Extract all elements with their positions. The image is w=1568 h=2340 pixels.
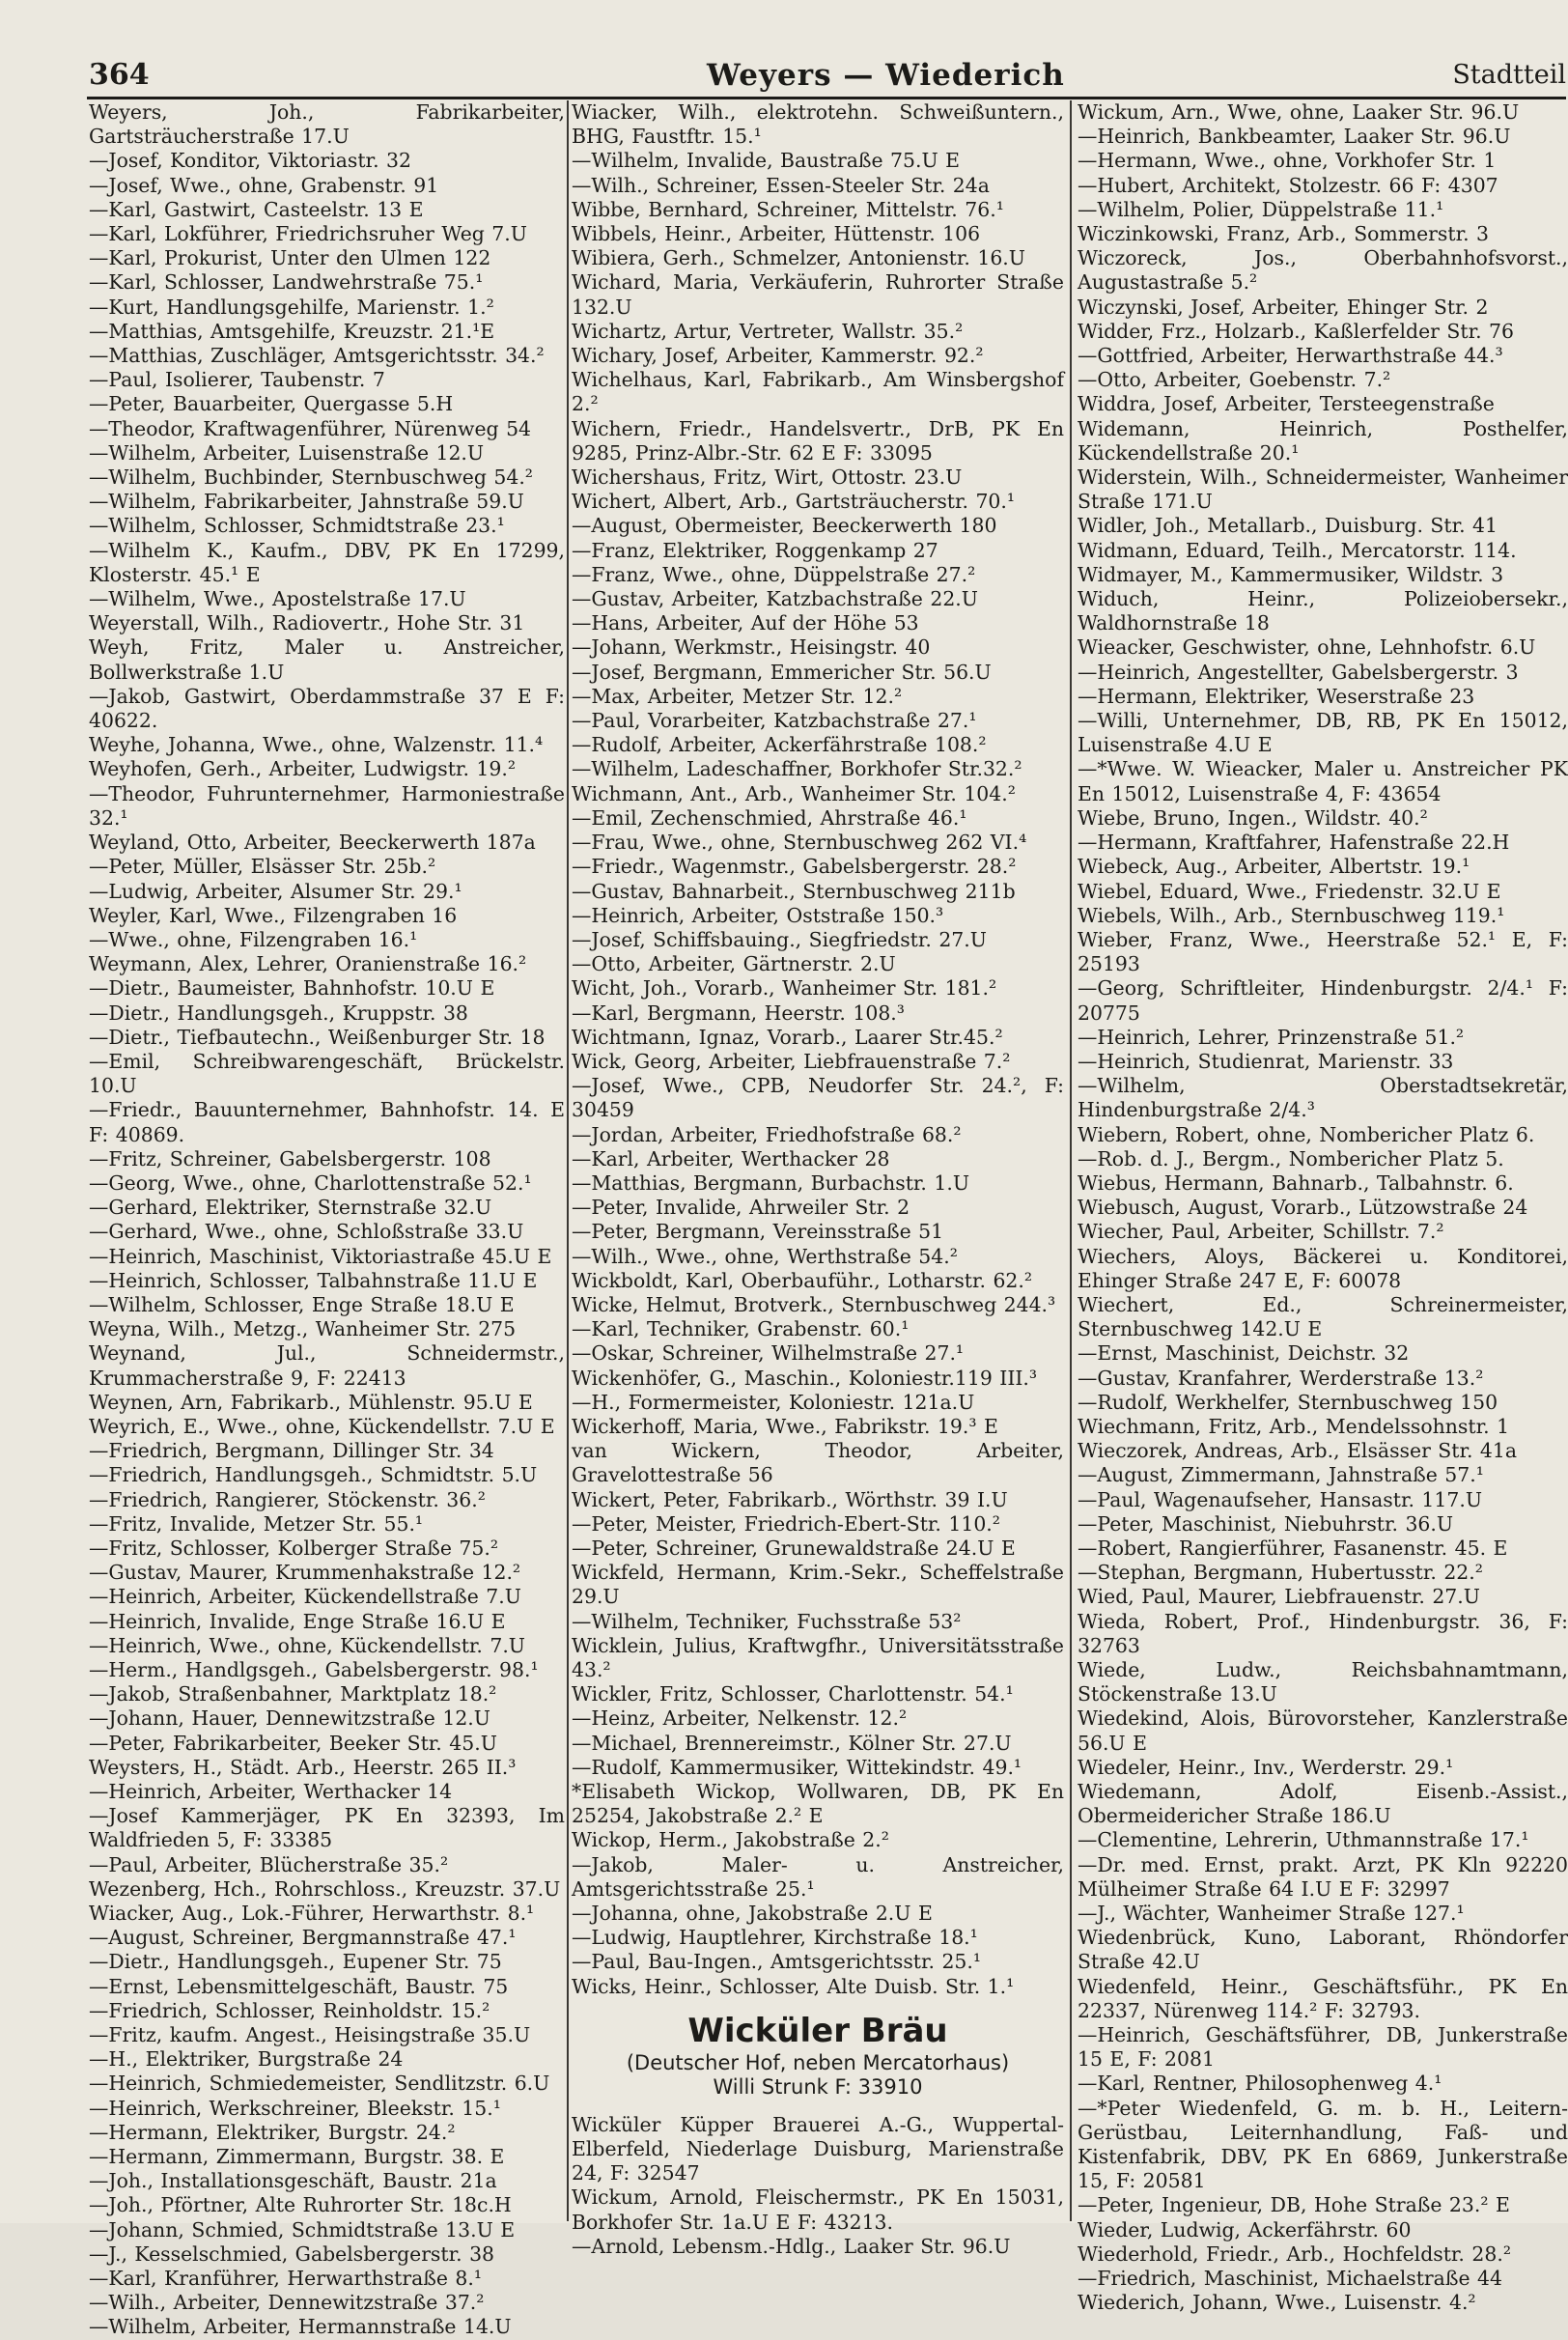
directory-entry: Wicks, Heinr., Schlosser, Alte Duisb. Str. 1.¹ — [572, 1974, 1015, 1998]
directory-entry: —Heinrich, Arbeiter, Werthacker 14 — [89, 1780, 453, 1804]
directory-entry: —Johann, Hauer, Dennewitzstraße 12.U — [89, 1706, 490, 1731]
directory-entry: —Heinrich, Bankbeamter, Laaker Str. 96.U — [1078, 125, 1511, 149]
header-rule — [87, 97, 1566, 99]
directory-entry: Wickop, Herm., Jakobstraße 2.² — [572, 1828, 889, 1852]
directory-entry: —Heinrich, Arbeiter, Kückendellstraße 7.U — [89, 1585, 521, 1609]
directory-entry: —Heinz, Arbeiter, Nelkenstr. 12.² — [572, 1706, 908, 1731]
directory-entry: —Theodor, Fuhrunternehmer, Harmoniestraße 32.¹ — [89, 781, 565, 830]
directory-entry: Wiederhold, Friedr., Arb., Hochfeldstr. 28.² — [1078, 2241, 1511, 2266]
directory-entry: van Wickern, Theodor, Arbeiter, Gravelottestraße 56 — [572, 1439, 1064, 1487]
directory-entry: Wiczoreck, Jos., Oberbahnhofsvorst., Augustastraße 5.² — [1078, 246, 1568, 295]
directory-entry: —J., Wächter, Wanheimer Straße 127.¹ — [1078, 1902, 1465, 1926]
directory-entry: Wiedeler, Heinr., Inv., Werderstr. 29.¹ — [1078, 1755, 1454, 1779]
directory-entry: Wicküler Küpper Brauerei A.-G., Wuppertal-Elberfeld, Niederlage Duisburg, Marienstraße 24, F: 32547 — [572, 2112, 1064, 2185]
directory-entry: —Rudolf, Arbeiter, Ackerfährstraße 108.² — [572, 733, 987, 757]
directory-entry: —Wilhelm, Fabrikarbeiter, Jahnstraße 59.U — [89, 490, 524, 514]
directory-entry: Wiebern, Robert, ohne, Nombericher Platz 6. — [1078, 1122, 1535, 1146]
directory-entry: *Elisabeth Wickop, Wollwaren, DB, PK En 25254, Jakobstraße 2.² E — [572, 1780, 1064, 1828]
directory-entry: Wichard, Maria, Verkäuferin, Ruhrorter Straße 132.U — [572, 270, 1064, 319]
directory-entry: Wichmann, Ant., Arb., Wanheimer Str. 104.² — [572, 781, 1016, 805]
directory-entry: —Heinrich, Schmiedemeister, Sendlitzstr. 6.U — [89, 2072, 550, 2096]
directory-entry: Wichary, Josef, Arbeiter, Kammerstr. 92.² — [572, 344, 984, 368]
directory-entry: Weyler, Karl, Wwe., Filzengraben 16 — [89, 903, 458, 927]
directory-entry: —Wilhelm K., Kaufm., DBV, PK En 17299, Klosterstr. 45.¹ E — [89, 538, 565, 586]
directory-entry: Wickum, Arnold, Fleischermstr., PK En 15031, Borkhofer Str. 1a.U E F: 43213. — [572, 2185, 1064, 2234]
directory-entry: Wiebusch, August, Vorarb., Lützowstraße 24 — [1078, 1196, 1528, 1220]
directory-entry: —Peter, Fabrikarbeiter, Beeker Str. 45.U — [89, 1731, 497, 1755]
directory-entry: —Gustav, Kranfahrer, Werderstraße 13.² — [1078, 1366, 1484, 1390]
directory-entry: Wiechers, Aloys, Bäckerei u. Konditorei, Ehinger Straße 247 E, F: 60078 — [1078, 1244, 1568, 1292]
directory-entry: —Rob. d. J., Bergm., Nombericher Platz 5. — [1078, 1146, 1504, 1170]
directory-entry: Weyerstall, Wilh., Radiovertr., Hohe Str. 31 — [89, 611, 525, 635]
directory-entry: Widmann, Eduard, Teilh., Mercatorstr. 114. — [1078, 538, 1517, 562]
directory-entry: Weyh, Fritz, Maler u. Anstreicher, Bollwerkstraße 1.U — [89, 635, 565, 684]
directory-entry: —Otto, Arbeiter, Gärtnerstr. 2.U — [572, 952, 896, 976]
directory-entry: Wickenhöfer, G., Maschin., Koloniestr.119 III.³ — [572, 1366, 1038, 1390]
directory-entry: Wichern, Friedr., Handelsvertr., DrB, PK En 9285, Prinz-Albr.-Str. 62 E F: 33095 — [572, 416, 1064, 465]
directory-entry: Wiechert, Ed., Schreinermeister, Sternbuschweg 142.U E — [1078, 1292, 1568, 1341]
directory-entry: —Matthias, Zuschläger, Amtsgerichtsstr. 34.² — [89, 344, 545, 368]
directory-entry: —Fritz, kaufm. Angest., Heisingstraße 35.U — [89, 2023, 531, 2047]
directory-entry: Wickboldt, Karl, Oberbauführ., Lotharstr. 62.² — [572, 1268, 1033, 1292]
directory-entry: Wicklein, Julius, Kraftwgfhr., Universitätsstraße 43.² — [572, 1633, 1064, 1681]
directory-entry: Weyrich, E., Wwe., ohne, Kückendellstr. 7.U E — [89, 1414, 555, 1438]
directory-entry: —Rudolf, Werkhelfer, Sternbuschweg 150 — [1078, 1390, 1498, 1414]
ad-contact: Willi Strunk F: 33910 — [713, 2074, 923, 2099]
directory-entry: —H., Elektriker, Burgstraße 24 — [89, 2047, 404, 2072]
directory-entry: —Wilhelm, Arbeiter, Hermannstraße 14.U — [89, 2315, 512, 2339]
column-3 — [1078, 100, 1568, 2315]
directory-entry: Wicht, Joh., Vorarb., Wanheimer Str. 181.² — [572, 976, 997, 1001]
directory-entry: Wiecher, Paul, Arbeiter, Schillstr. 7.² — [1078, 1220, 1444, 1244]
directory-entry: —Heinrich, Lehrer, Prinzenstraße 51.² — [1078, 1025, 1465, 1049]
directory-entry: Weyna, Wilh., Metzg., Wanheimer Str. 275 — [89, 1317, 517, 1341]
entry-list — [572, 100, 1064, 1999]
directory-entry: —H., Formermeister, Koloniestr. 121a.U — [572, 1390, 975, 1414]
directory-entry: Wiedekind, Alois, Bürovorsteher, Kanzlerstraße 56.U E — [1078, 1706, 1568, 1755]
directory-entry: Wiczynski, Josef, Arbeiter, Ehinger Str. 2 — [1078, 295, 1489, 319]
directory-entry: —Heinrich, Werkschreiner, Bleekstr. 15.¹ — [89, 2096, 501, 2120]
directory-entry: —Rudolf, Kammermusiker, Wittekindstr. 49.¹ — [572, 1755, 1022, 1779]
directory-entry: —Josef, Wwe., CPB, Neudorfer Str. 24.², F: 30459 — [572, 1074, 1064, 1122]
directory-entry: Wezenberg, Hch., Rohrschloss., Kreuzstr. 37.U — [89, 1876, 561, 1901]
directory-entry: —Ernst, Lebensmittelgeschäft, Baustr. 75 — [89, 1974, 509, 1998]
directory-entry: Weymann, Alex, Lehrer, Oranienstraße 16.² — [89, 952, 527, 976]
column-divider — [1070, 100, 1072, 2221]
directory-entry: —Friedrich, Schlosser, Reinholdstr. 15.² — [89, 1998, 490, 2022]
directory-entry: Wiedemann, Adolf, Eisenb.-Assist., Obermeidericher Straße 186.U — [1078, 1780, 1568, 1828]
directory-entry: —Joh., Installationsgeschäft, Baustr. 21a — [89, 2169, 497, 2193]
directory-entry: —Fritz, Invalide, Metzer Str. 55.¹ — [89, 1511, 424, 1536]
directory-entry: —Georg, Wwe., ohne, Charlottenstraße 52.¹ — [89, 1170, 532, 1195]
directory-entry: Wied, Paul, Maurer, Liebfrauenstr. 27.U — [1078, 1585, 1480, 1609]
directory-entry: Weyhofen, Gerh., Arbeiter, Ludwigstr. 19.² — [89, 757, 517, 781]
directory-entry: —Gerhard, Wwe., ohne, Schloßstraße 33.U — [89, 1220, 524, 1244]
directory-entry: —Karl, Gastwirt, Casteelstr. 13 E — [89, 197, 424, 221]
directory-entry: —Kurt, Handlungsgehilfe, Marienstr. 1.² — [89, 295, 494, 319]
page-title: Weyers — Wiederich — [707, 58, 1065, 93]
directory-entry: Wiacker, Aug., Lok.-Führer, Herwarthstr. 8.¹ — [89, 1902, 535, 1926]
directory-entry: —Karl, Rentner, Philosophenweg 4.¹ — [1078, 2072, 1442, 2096]
directory-entry: Wiczinkowski, Franz, Arb., Sommerstr. 3 — [1078, 222, 1490, 246]
directory-entry: —Wilhelm, Wwe., Apostelstraße 17.U — [89, 587, 466, 611]
entry-list — [1078, 100, 1568, 2315]
directory-entry: Widerstein, Wilh., Schneidermeister, Wanheimer Straße 171.U — [1078, 465, 1568, 514]
directory-entry: Weysters, H., Städt. Arb., Heerstr. 265 II.³ — [89, 1755, 517, 1779]
directory-entry: Wiebe, Bruno, Ingen., Wildstr. 40.² — [1078, 805, 1428, 830]
directory-entry: —Max, Arbeiter, Metzer Str. 12.² — [572, 684, 903, 708]
directory-entry: Weynen, Arn, Fabrikarb., Mühlenstr. 95.U E — [89, 1390, 533, 1414]
directory-entry: —Friedrich, Handlungsgeh., Schmidtstr. 5.U — [89, 1463, 538, 1487]
directory-entry: —Hermann, Elektriker, Burgstr. 24.² — [89, 2120, 456, 2144]
directory-entry: Wicke, Helmut, Brotverk., Sternbuschweg 244.³ — [572, 1292, 1056, 1316]
directory-entry: Widdra, Josef, Arbeiter, Tersteegenstraße — [1078, 392, 1495, 416]
directory-entry: Wiebus, Hermann, Bahnarb., Talbahnstr. 6. — [1078, 1170, 1514, 1195]
directory-entry: —Gustav, Maurer, Krummenhakstraße 12.² — [89, 1561, 521, 1585]
directory-entry: —Stephan, Bergmann, Hubertusstr. 22.² — [1078, 1561, 1483, 1585]
directory-entry: Widler, Joh., Metallarb., Duisburg. Str. 41 — [1078, 514, 1498, 538]
directory-entry: —Jordan, Arbeiter, Friedhofstraße 68.² — [572, 1122, 962, 1146]
directory-entry: —Friedrich, Maschinist, Michaelstraße 44 — [1078, 2267, 1502, 2291]
page-header — [89, 56, 1566, 95]
directory-entry: —Gottfried, Arbeiter, Herwarthstraße 44.³ — [1078, 344, 1503, 368]
entry-list — [89, 100, 565, 2340]
directory-entry: Weyers, Joh., Fabrikarbeiter, Gartsträucherstraße 17.U — [89, 100, 565, 149]
directory-entry: —Hermann, Zimmermann, Burgstr. 38. E — [89, 2145, 505, 2169]
directory-entry: —Dietr., Tiefbautechn., Weißenburger Str. 18 — [89, 1025, 546, 1049]
directory-entry: —Matthias, Amtsgehilfe, Kreuzstr. 21.¹E — [89, 319, 495, 343]
directory-entry: —Paul, Wagenaufseher, Hansastr. 117.U — [1078, 1487, 1483, 1511]
page-number: 364 — [89, 58, 150, 92]
directory-entry: —Karl, Lokführer, Friedrichsruher Weg 7.U — [89, 222, 527, 246]
directory-entry: Wickler, Fritz, Schlosser, Charlottenstr. 54.¹ — [572, 1682, 1014, 1706]
section-label: Stadtteil — [1452, 60, 1566, 90]
directory-entry: —Heinrich, Schlosser, Talbahnstraße 11.U E — [89, 1268, 538, 1292]
directory-entry: Wiacker, Wilh., elektrotehn. Schweißuntern., BHG, Faustftr. 15.¹ — [572, 100, 1064, 149]
directory-entry: —Wilhelm, Invalide, Baustraße 75.U E — [572, 149, 961, 173]
directory-entry: —Friedrich, Rangierer, Stöckenstr. 36.² — [89, 1487, 486, 1511]
directory-entry: Wichert, Albert, Arb., Gartsträucherstr. 70.¹ — [572, 490, 1016, 514]
directory-entry: —Ernst, Maschinist, Deichstr. 32 — [1078, 1341, 1410, 1366]
directory-entry: —August, Zimmermann, Jahnstraße 57.¹ — [1078, 1463, 1484, 1487]
directory-entry: Wichershaus, Fritz, Wirt, Ottostr. 23.U — [572, 465, 963, 490]
directory-entry: Wickert, Peter, Fabrikarb., Wörthstr. 39 I.U — [572, 1487, 1008, 1511]
directory-entry: —Jakob, Gastwirt, Oberdammstraße 37 E F: 40622. — [89, 684, 565, 733]
directory-entry: —Gerhard, Elektriker, Sternstraße 32.U — [89, 1196, 492, 1220]
directory-entry: —Robert, Rangierführer, Fasanenstr. 45. E — [1078, 1536, 1508, 1560]
directory-entry: Wieder, Ludwig, Ackerfährstr. 60 — [1078, 2217, 1412, 2241]
directory-entry: —Gustav, Arbeiter, Katzbachstraße 22.U — [572, 587, 978, 611]
directory-entry: —Wilhelm, Arbeiter, Luisenstraße 12.U — [89, 440, 485, 465]
directory-entry: —Karl, Schlosser, Landwehrstraße 75.¹ — [89, 270, 484, 295]
directory-entry: —Hans, Arbeiter, Auf der Höhe 53 — [572, 611, 919, 635]
directory-entry: —*Peter Wiedenfeld, G. m. b. H., Leitern-Gerüstbau, Leiternhandlung, Faß- und Kistenfabrik, DBV, PK En 6869, Junkerstraße 15, F: 20581 — [1078, 2096, 1568, 2193]
directory-entry: —Matthias, Bergmann, Burbachstr. 1.U — [572, 1170, 970, 1195]
directory-entry: —Jakob, Straßenbahner, Marktplatz 18.² — [89, 1682, 497, 1706]
directory-entry: —Johann, Werkmstr., Heisingstr. 40 — [572, 635, 931, 660]
directory-entry: —Josef, Konditor, Viktoriastr. 32 — [89, 149, 411, 173]
directory-entry: —Karl, Bergmann, Heerstr. 108.³ — [572, 1001, 905, 1025]
directory-entry: Wichartz, Artur, Vertreter, Wallstr. 35.² — [572, 319, 964, 343]
directory-entry: —Dr. med. Ernst, prakt. Arzt, PK Kln 92220 Mülheimer Straße 64 I.U E F: 32997 — [1078, 1852, 1568, 1901]
directory-entry: —Paul, Vorarbeiter, Katzbachstraße 27.¹ — [572, 709, 977, 733]
directory-entry: —Clementine, Lehrerin, Uthmannstraße 17.¹ — [1078, 1828, 1529, 1852]
directory-entry: —August, Schreiner, Bergmannstraße 47.¹ — [89, 1926, 517, 1950]
directory-entry: —Ludwig, Hauptlehrer, Kirchstraße 18.¹ — [572, 1926, 978, 1950]
directory-entry: —Heinrich, Wwe., ohne, Kückendellstr. 7.U — [89, 1633, 525, 1657]
directory-entry: —Fritz, Schreiner, Gabelsbergerstr. 108 — [89, 1146, 491, 1170]
entry-list — [572, 2113, 1064, 2259]
directory-entry: —Hubert, Architekt, Stolzestr. 66 F: 4307 — [1078, 173, 1498, 197]
directory-entry: —Emil, Zechenschmied, Ahrstraße 46.¹ — [572, 805, 967, 830]
directory-entry: Wibiera, Gerh., Schmelzer, Antonienstr. 16.U — [572, 246, 1025, 270]
directory-entry: Wibbels, Heinr., Arbeiter, Hüttenstr. 106 — [572, 222, 981, 246]
directory-entry: Weyhe, Johanna, Wwe., ohne, Walzenstr. 11.⁴ — [89, 733, 544, 757]
directory-entry: —*Wwe. W. Wieacker, Maler u. Anstreicher PK En 15012, Luisenstraße 4, F: 43654 — [1078, 757, 1568, 805]
directory-entry: —Peter, Ingenieur, DB, Hohe Straße 23.² E — [1078, 2193, 1510, 2217]
directory-entry: —Karl, Prokurist, Unter den Ulmen 122 — [89, 246, 491, 270]
directory-entry: —Peter, Schreiner, Grunewaldstraße 24.U E — [572, 1536, 1016, 1560]
directory-entry: —Theodor, Kraftwagenführer, Nürenweg 54 — [89, 416, 532, 440]
directory-entry: Wieda, Robert, Prof., Hindenburgstr. 36, F: 32763 — [1078, 1609, 1568, 1657]
ad-brand-name: Wicküler Bräu — [687, 2011, 948, 2050]
directory-entry: —Peter, Maschinist, Niebuhrstr. 36.U — [1078, 1511, 1454, 1536]
directory-entry: —Josef, Bergmann, Emmericher Str. 56.U — [572, 660, 992, 684]
directory-entry: —Dietr., Baumeister, Bahnhofstr. 10.U E — [89, 976, 495, 1001]
directory-entry: —Peter, Invalide, Ahrweiler Str. 2 — [572, 1196, 910, 1220]
directory-entry: —Oskar, Schreiner, Wilhelmstraße 27.¹ — [572, 1341, 965, 1366]
directory-entry: —Franz, Elektriker, Roggenkamp 27 — [572, 538, 938, 562]
directory-entry: Wieber, Franz, Wwe., Heerstraße 52.¹ E, F: 25193 — [1078, 927, 1568, 976]
directory-entry: Wickerhoff, Maria, Wwe., Fabrikstr. 19.³ E — [572, 1414, 998, 1438]
directory-entry: —Arnold, Lebensm.-Hdlg., Laaker Str. 96.U — [572, 2234, 1011, 2258]
directory-entry: —Heinrich, Arbeiter, Oststraße 150.³ — [572, 903, 944, 927]
directory-entry: —Jakob, Maler- u. Anstreicher, Amtsgerichtsstraße 25.¹ — [572, 1852, 1064, 1901]
directory-entry: —Otto, Arbeiter, Goebenstr. 7.² — [1078, 368, 1391, 392]
directory-entry: Wiedenfeld, Heinr., Geschäftsführ., PK En 22337, Nürenweg 114.² F: 32793. — [1078, 1974, 1568, 2022]
directory-entry: —Wwe., ohne, Filzengraben 16.¹ — [89, 927, 418, 951]
directory-entry: —Paul, Arbeiter, Blücherstraße 35.² — [89, 1852, 449, 1876]
directory-entry: —Ludwig, Arbeiter, Alsumer Str. 29.¹ — [89, 879, 462, 903]
directory-entry: Wiederich, Johann, Wwe., Luisenstr. 4.² — [1078, 2291, 1476, 2315]
directory-entry: —Friedr., Wagenmstr., Gabelsbergerstr. 28.² — [572, 855, 1017, 879]
directory-entry: —Johanna, ohne, Jakobstraße 2.U E — [572, 1902, 933, 1926]
directory-entry: Wiedenbrück, Kuno, Laborant, Rhöndorfer Straße 42.U — [1078, 1926, 1568, 1974]
ad-location: (Deutscher Hof, neben Mercatorhaus) — [626, 2050, 1010, 2074]
column-divider — [567, 100, 569, 2221]
advertisement — [572, 2011, 1064, 2100]
directory-entry: —Josef, Schiffsbauing., Siegfriedstr. 27.U — [572, 927, 987, 951]
directory-entry: —Wilh., Wwe., ohne, Werthstraße 54.² — [572, 1244, 958, 1268]
directory-entry: —Hermann, Kraftfahrer, Hafenstraße 22.H — [1078, 831, 1510, 855]
column-1 — [89, 100, 565, 2339]
directory-entry: —Johann, Schmied, Schmidtstraße 13.U E — [89, 2217, 516, 2241]
directory-entry: Wickfeld, Hermann, Krim.-Sekr., Scheffelstraße 29.U — [572, 1561, 1064, 1609]
directory-entry: —Peter, Bergmann, Vereinsstraße 51 — [572, 1220, 944, 1244]
directory-entry: —Frau, Wwe., ohne, Sternbuschweg 262 VI.⁴ — [572, 831, 1027, 855]
directory-entry: —Karl, Kranführer, Herwarthstraße 8.¹ — [89, 2267, 483, 2291]
directory-entry: —Josef, Wwe., ohne, Grabenstr. 91 — [89, 173, 439, 197]
directory-entry: Widder, Frz., Holzarb., Kaßlerfelder Str. 76 — [1078, 319, 1514, 343]
directory-entry: —Wilhelm, Schlosser, Enge Straße 18.U E — [89, 1292, 515, 1316]
directory-entry: —Peter, Müller, Elsässer Str. 25b.² — [89, 855, 436, 879]
directory-entry: Wichtmann, Ignaz, Vorarb., Laarer Str.45.² — [572, 1025, 1003, 1049]
directory-entry: —Wilh., Arbeiter, Dennewitzstraße 37.² — [89, 2291, 485, 2315]
directory-entry: —Heinrich, Maschinist, Viktoriastraße 45.U E — [89, 1244, 552, 1268]
directory-entry: Weynand, Jul., Schneidermstr., Krummacherstraße 9, F: 22413 — [89, 1341, 565, 1390]
directory-entry: —Peter, Bauarbeiter, Quergasse 5.H — [89, 392, 454, 416]
directory-entry: —Josef Kammerjäger, PK En 32393, Im Waldfrieden 5, F: 33385 — [89, 1804, 565, 1852]
directory-entry: Wibbe, Bernhard, Schreiner, Mittelstr. 76.¹ — [572, 197, 1004, 221]
column-2 — [572, 100, 1064, 2258]
directory-entry: —Georg, Schriftleiter, Hindenburgstr. 2/4.¹ F: 20775 — [1078, 976, 1568, 1025]
directory-entry: Widmayer, M., Kammermusiker, Wildstr. 3 — [1078, 562, 1504, 586]
directory-entry: —J., Kesselschmied, Gabelsbergerstr. 38 — [89, 2241, 495, 2266]
directory-entry: —Franz, Wwe., ohne, Düppelstraße 27.² — [572, 562, 976, 586]
directory-entry: Weyland, Otto, Arbeiter, Beeckerwerth 187a — [89, 831, 536, 855]
directory-entry: —Willi, Unternehmer, DB, RB, PK En 15012, Luisenstraße 4.U E — [1078, 709, 1568, 757]
directory-entry: —Wilh., Schreiner, Essen-Steeler Str. 24a — [572, 173, 990, 197]
directory-entry: —Paul, Isolierer, Taubenstr. 7 — [89, 368, 385, 392]
directory-entry: Wiede, Ludw., Reichsbahnamtmann, Stöckenstraße 13.U — [1078, 1658, 1568, 1706]
directory-entry: —August, Obermeister, Beeckerwerth 180 — [572, 514, 997, 538]
directory-entry: —Hermann, Wwe., ohne, Vorkhofer Str. 1 — [1078, 149, 1497, 173]
directory-entry: —Joh., Pförtner, Alte Ruhrorter Str. 18c.H — [89, 2193, 512, 2217]
directory-entry: —Fritz, Schlosser, Kolberger Straße 75.² — [89, 1536, 499, 1560]
directory-entry: —Wilhelm, Schlosser, Schmidtstraße 23.¹ — [89, 514, 505, 538]
directory-entry: Wiebel, Eduard, Wwe., Friedenstr. 32.U E — [1078, 879, 1501, 903]
directory-entry: —Paul, Bau-Ingen., Amtsgerichtsstr. 25.¹ — [572, 1950, 982, 1974]
directory-entry: Widemann, Heinrich, Posthelfer, Kückendellstraße 20.¹ — [1078, 416, 1568, 465]
directory-entry: Wieczorek, Andreas, Arb., Elsässer Str. 41a — [1078, 1439, 1518, 1463]
directory-entry: —Heinrich, Studienrat, Marienstr. 33 — [1078, 1049, 1454, 1073]
directory-entry: Wiebeck, Aug., Arbeiter, Albertstr. 19.¹ — [1078, 855, 1470, 879]
directory-entry: —Heinrich, Geschäftsführer, DB, Junkerstraße 15 E, F: 2081 — [1078, 2023, 1568, 2072]
directory-entry: —Karl, Techniker, Grabenstr. 60.¹ — [572, 1317, 910, 1341]
directory-entry: —Peter, Meister, Friedrich-Ebert-Str. 110.² — [572, 1511, 1000, 1536]
directory-entry: Wichelhaus, Karl, Fabrikarb., Am Winsbergshof 2.² — [572, 368, 1064, 416]
directory-entry: —Gustav, Bahnarbeit., Sternbuschweg 211b — [572, 879, 1016, 903]
directory-entry: Wiebels, Wilh., Arb., Sternbuschweg 119.¹ — [1078, 903, 1505, 927]
directory-entry: —Hermann, Elektriker, Weserstraße 23 — [1078, 684, 1475, 708]
directory-entry: —Heinrich, Angestellter, Gabelsbergerstr. 3 — [1078, 660, 1519, 684]
directory-entry: —Dietr., Handlungsgeh., Kruppstr. 38 — [89, 1001, 468, 1025]
directory-entry: —Heinrich, Invalide, Enge Straße 16.U E — [89, 1609, 506, 1633]
directory-entry: —Wilhelm, Ladeschaffner, Borkhofer Str.32.² — [572, 757, 1022, 781]
directory-entry: Wickum, Arn., Wwe, ohne, Laaker Str. 96.U — [1078, 100, 1520, 124]
directory-entry: —Wilhelm, Polier, Düppelstraße 11.¹ — [1078, 197, 1444, 221]
directory-entry: Wick, Georg, Arbeiter, Liebfrauenstraße 7.² — [572, 1049, 1011, 1073]
directory-entry: —Emil, Schreibwarengeschäft, Brückelstr. 10.U — [89, 1049, 565, 1098]
directory-entry: —Wilhelm, Oberstadtsekretär, Hindenburgstraße 2/4.³ — [1078, 1074, 1568, 1122]
directory-entry: Widuch, Heinr., Polizeiobersekr., Waldhornstraße 18 — [1078, 587, 1568, 635]
directory-entry: —Dietr., Handlungsgeh., Eupener Str. 75 — [89, 1950, 502, 1974]
directory-entry: Wieacker, Geschwister, ohne, Lehnhofstr. 6.U — [1078, 635, 1536, 660]
directory-entry: —Wilhelm, Techniker, Fuchsstraße 53² — [572, 1609, 962, 1633]
directory-entry: —Karl, Arbeiter, Werthacker 28 — [572, 1146, 890, 1170]
directory-entry: —Wilhelm, Buchbinder, Sternbuschweg 54.² — [89, 465, 533, 490]
directory-entry: —Herm., Handlgsgeh., Gabelsbergerstr. 98.¹ — [89, 1658, 539, 1681]
directory-entry: —Friedr., Bauunternehmer, Bahnhofstr. 14. E F: 40869. — [89, 1098, 565, 1146]
directory-entry: —Michael, Brennereimstr., Kölner Str. 27.U — [572, 1731, 1012, 1755]
directory-entry: —Friedrich, Bergmann, Dillinger Str. 34 — [89, 1439, 494, 1463]
directory-entry: Wiechmann, Fritz, Arb., Mendelssohnstr. 1 — [1078, 1414, 1510, 1438]
